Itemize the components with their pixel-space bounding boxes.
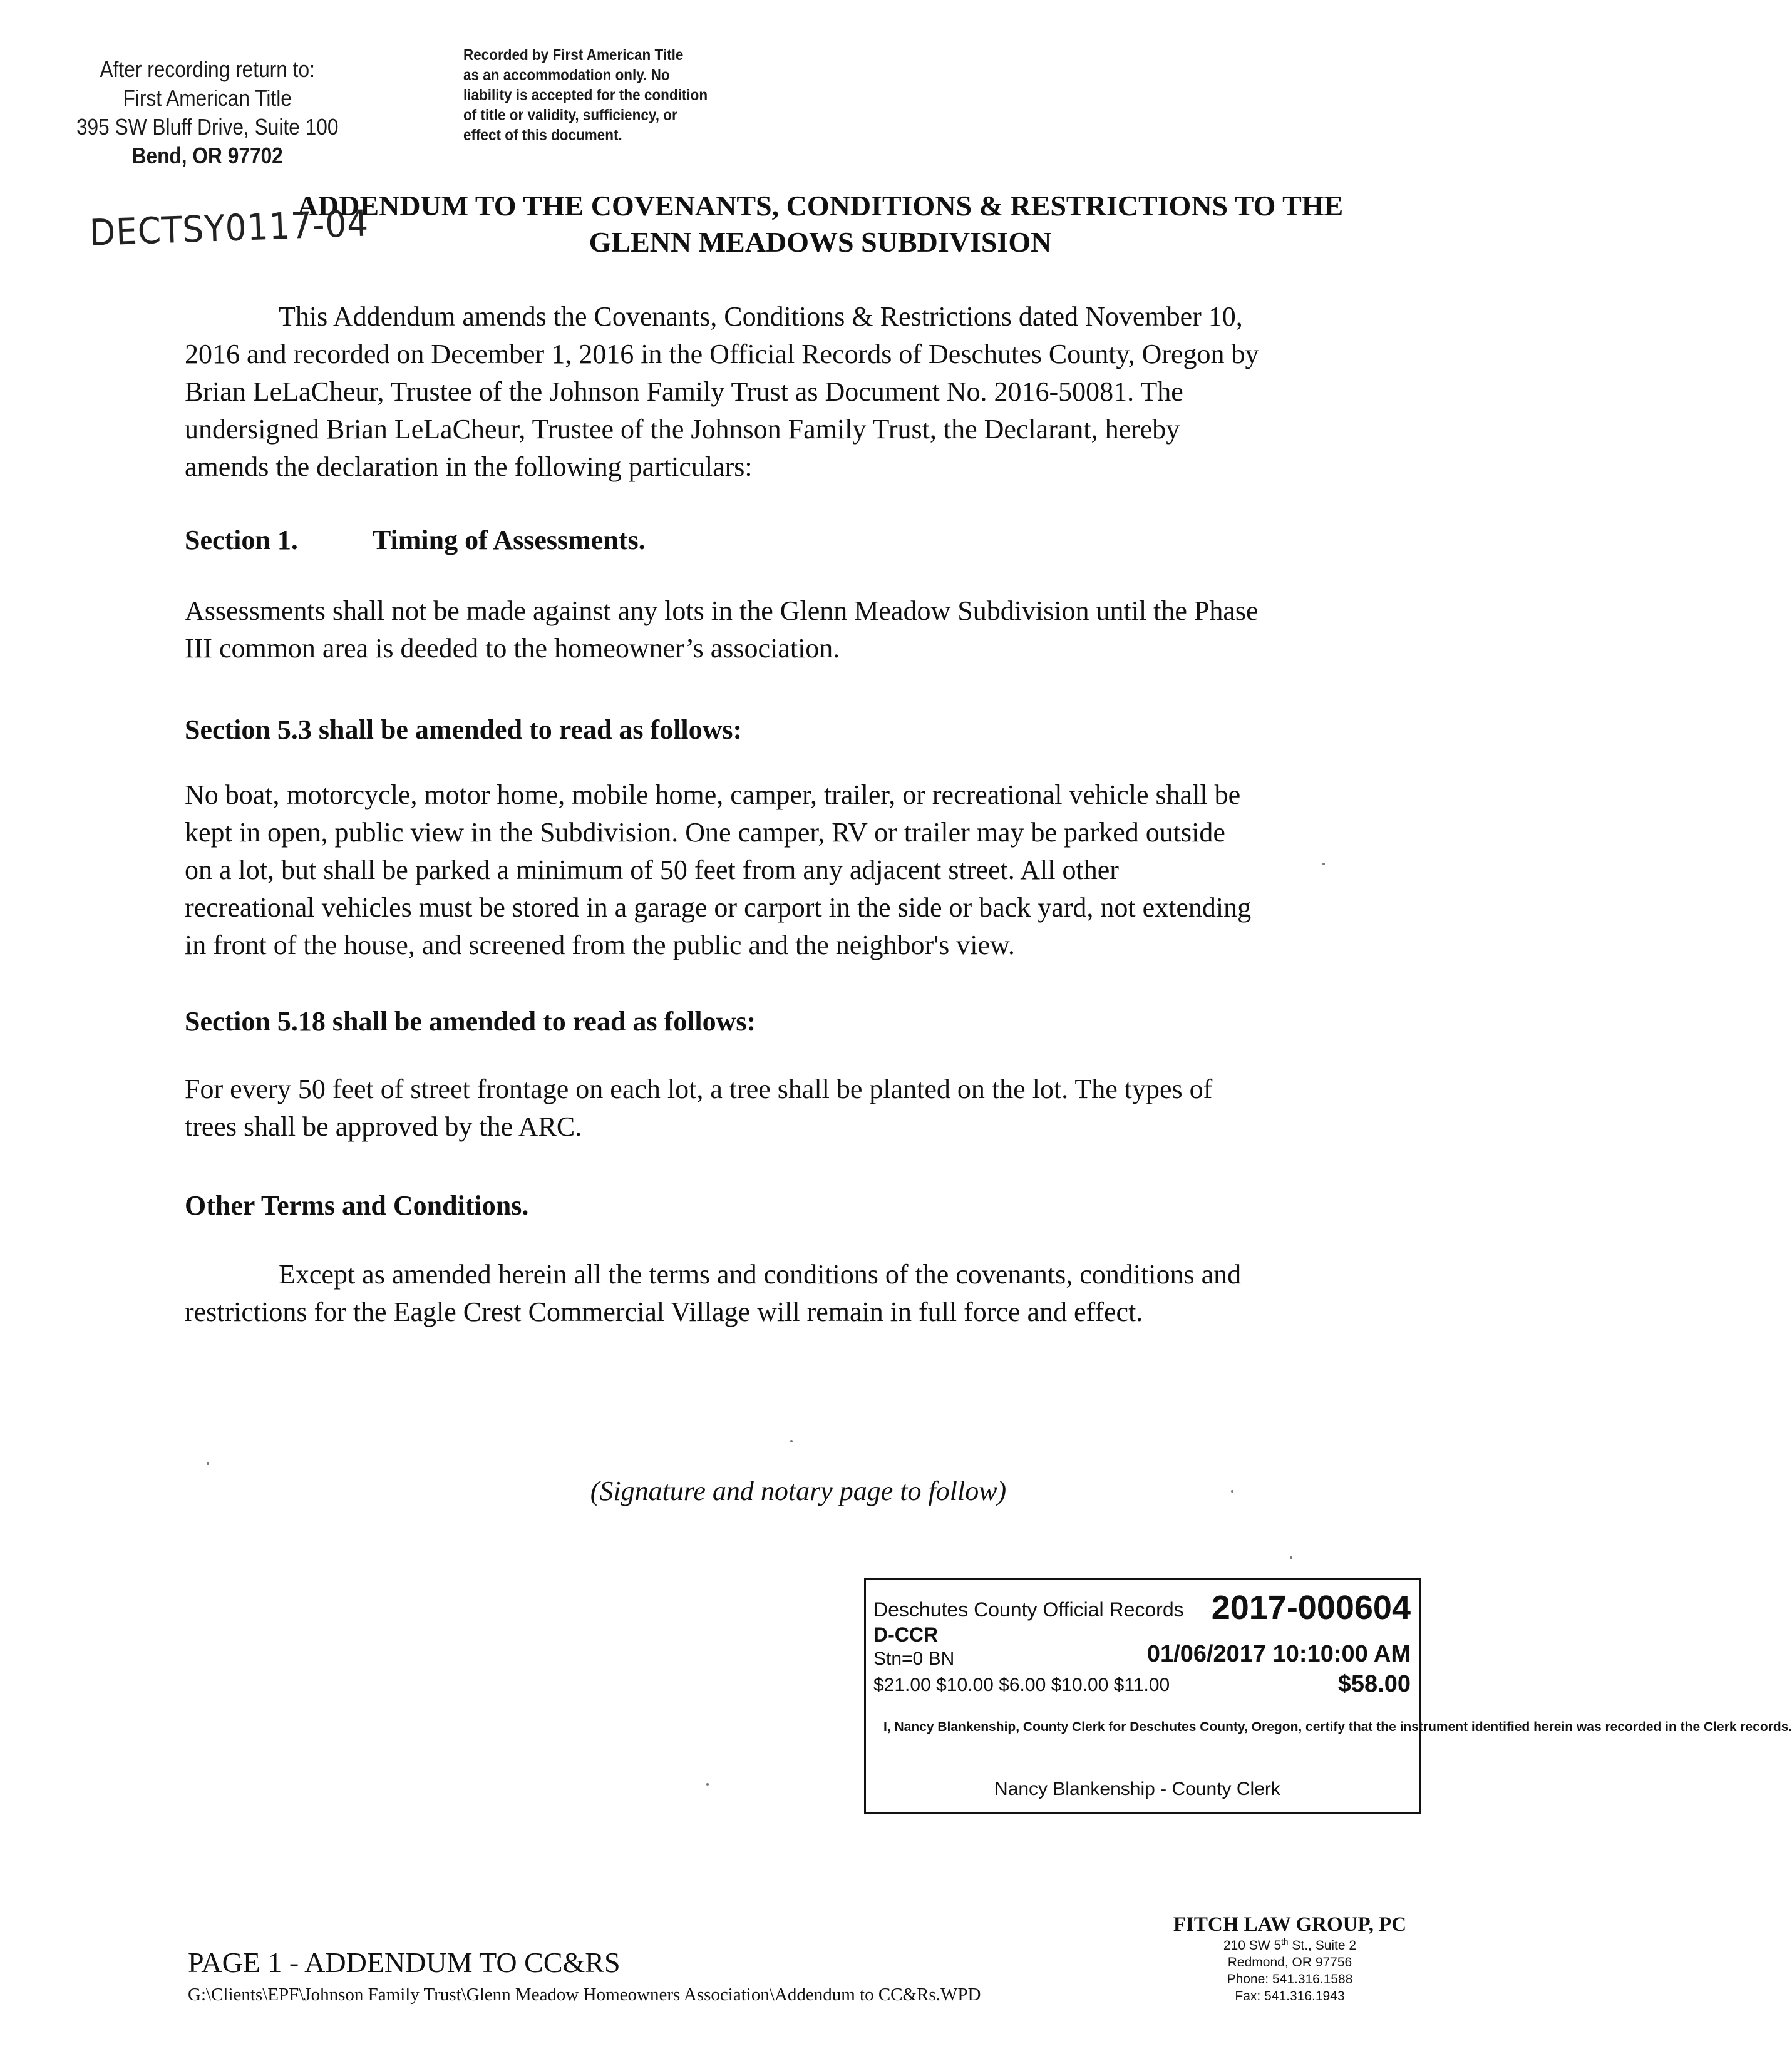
paragraph-line: undersigned Brian LeLaCheur, Trustee of the Johnson Family Trust, the Declarant, hereby bbox=[185, 414, 1180, 445]
recording-fees: $21.00 $10.00 $6.00 $10.00 $11.00 bbox=[873, 1675, 1170, 1695]
paragraph-line: 2016 and recorded on December 1, 2016 in the Official Records of Deschutes County, Oregon by bbox=[185, 339, 1259, 369]
paragraph-line: restrictions for the Eagle Crest Commercial Village will remain in full force and effect. bbox=[185, 1297, 1143, 1327]
firm-street-rest: St., Suite 2 bbox=[1288, 1938, 1357, 1953]
recording-office: Deschutes County Official Records bbox=[873, 1598, 1184, 1621]
recording-total: $58.00 bbox=[1337, 1671, 1411, 1697]
firm-phone: Phone: 541.316.1588 bbox=[1227, 1972, 1353, 1986]
paragraph-line: trees shall be approved by the ARC. bbox=[185, 1111, 582, 1142]
paragraph-line: No boat, motorcycle, motor home, mobile home, camper, trailer, or recreational vehicle shall be bbox=[185, 779, 1241, 810]
disclaimer-line: effect of this document. bbox=[463, 126, 622, 144]
paragraph-line: Brian LeLaCheur, Trustee of the Johnson Family Trust as Document No. 2016-50081. The bbox=[185, 376, 1183, 407]
section-5-3-body bbox=[185, 776, 1424, 964]
firm-fax: Fax: 541.316.1943 bbox=[1235, 1989, 1345, 2003]
scan-speck bbox=[1290, 1556, 1292, 1559]
scan-speck bbox=[1322, 863, 1325, 865]
section-title: Timing of Assessments. bbox=[373, 525, 646, 555]
paragraph-line: This Addendum amends the Covenants, Conditions & Restrictions dated November 10, bbox=[279, 301, 1243, 332]
clerk-name: Nancy Blankenship - County Clerk bbox=[994, 1779, 1280, 1799]
accommodation-disclaimer-stamp bbox=[463, 45, 756, 145]
title-line-1: ADDENDUM TO THE COVENANTS, CONDITIONS & RESTRICTIONS TO THE bbox=[297, 190, 1344, 222]
page-footer-label: PAGE 1 - ADDENDUM TO CC&RS bbox=[188, 1946, 621, 1978]
return-street: 395 SW Bluff Drive, Suite 100 bbox=[76, 114, 339, 140]
recording-document-number: 2017-000604 bbox=[1211, 1589, 1411, 1627]
return-label: After recording return to: bbox=[100, 56, 315, 82]
recording-datetime: 01/06/2017 10:10:00 AM bbox=[1146, 1641, 1411, 1667]
section-5-18-heading: Section 5.18 shall be amended to read as follows: bbox=[185, 1006, 756, 1037]
recording-station: Stn=0 BN bbox=[873, 1648, 955, 1669]
law-firm-block bbox=[1152, 1912, 1428, 2005]
scan-speck bbox=[1231, 1490, 1233, 1493]
paragraph-line: recreational vehicles must be stored in a garage or carport in the side or back yard, not extending bbox=[185, 892, 1252, 923]
scan-speck bbox=[790, 1440, 793, 1442]
other-terms-body bbox=[185, 1256, 1424, 1331]
scan-speck bbox=[706, 1783, 709, 1786]
intro-paragraph bbox=[185, 298, 1424, 486]
section-1-heading bbox=[185, 522, 646, 559]
disclaimer-line: of title or validity, sufficiency, or bbox=[463, 106, 677, 124]
firm-street-number: 210 SW 5 bbox=[1223, 1938, 1282, 1953]
section-5-3-heading: Section 5.3 shall be amended to read as follows: bbox=[185, 714, 743, 745]
paragraph-line: amends the declaration in the following particulars: bbox=[185, 451, 753, 482]
paragraph-line: For every 50 feet of street frontage on each lot, a tree shall be planted on the lot. The types of bbox=[185, 1074, 1213, 1104]
section-number: Section 1. bbox=[185, 525, 298, 555]
disclaimer-line: Recorded by First American Title bbox=[463, 46, 684, 64]
return-company: First American Title bbox=[123, 85, 292, 111]
other-terms-heading: Other Terms and Conditions. bbox=[185, 1190, 529, 1221]
county-recording-box bbox=[864, 1578, 1792, 1814]
firm-street-suffix: th bbox=[1281, 1937, 1289, 1946]
file-path: G:\Clients\EPF\Johnson Family Trust\Glenn Meadow Homeowners Association\Addendum to CC&Rs.WPD bbox=[188, 1985, 981, 2005]
scan-speck bbox=[207, 1462, 209, 1465]
paragraph-line: in front of the house, and screened from the public and the neighbor's view. bbox=[185, 930, 1015, 960]
return-address-block bbox=[75, 55, 339, 170]
disclaimer-line: liability is accepted for the condition bbox=[463, 86, 708, 104]
return-city: Bend, OR 97702 bbox=[131, 143, 283, 168]
section-5-18-body bbox=[185, 1071, 1424, 1146]
recording-document-type: D-CCR bbox=[873, 1623, 939, 1646]
firm-name: FITCH LAW GROUP, PC bbox=[1173, 1913, 1407, 1936]
paragraph-line: III common area is deeded to the homeowner’s association. bbox=[185, 633, 840, 664]
title-line-2: GLENN MEADOWS SUBDIVISION bbox=[589, 226, 1052, 258]
disclaimer-line: as an accommodation only. No bbox=[463, 66, 670, 84]
section-1-body bbox=[185, 592, 1424, 667]
paragraph-line: Assessments shall not be made against any lots in the Glenn Meadow Subdivision until the Phase bbox=[185, 595, 1259, 626]
paragraph-line: on a lot, but shall be parked a minimum of 50 feet from any adjacent street. All other bbox=[185, 855, 1119, 885]
firm-city: Redmond, OR 97756 bbox=[1227, 1955, 1352, 1970]
signature-page-note: (Signature and notary page to follow) bbox=[590, 1476, 1007, 1506]
clerk-certification: I, Nancy Blankenship, County Clerk for Deschutes County, Oregon, certify that the instrument identified herein was recorded in the Clerk records. bbox=[883, 1720, 1792, 1734]
paragraph-line: Except as amended herein all the terms and conditions of the covenants, conditions and bbox=[279, 1259, 1242, 1290]
paragraph-line: kept in open, public view in the Subdivision. One camper, RV or trailer may be parked outside bbox=[185, 817, 1225, 848]
firm-street bbox=[1152, 1937, 1428, 1954]
handwritten-reference-number: DECTSY0117-04 bbox=[89, 202, 370, 254]
